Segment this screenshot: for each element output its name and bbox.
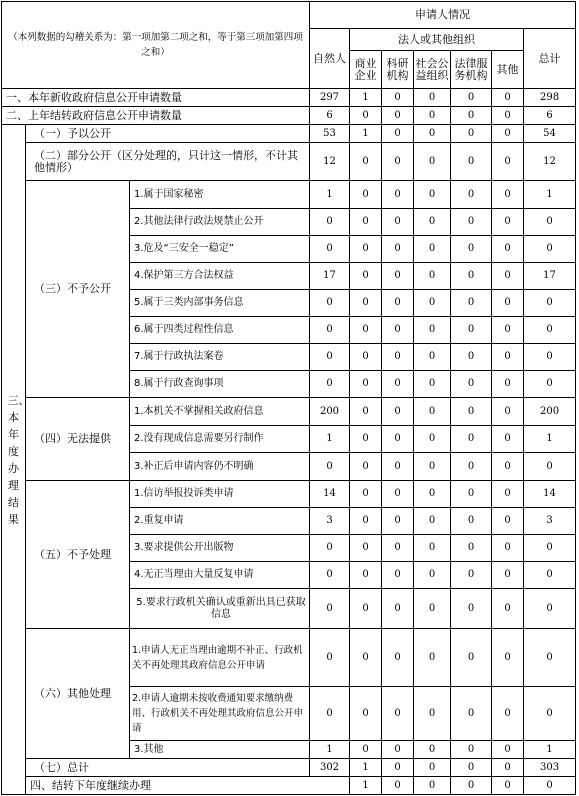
cell-value: 0 — [524, 687, 576, 741]
cell-value: 0 — [414, 344, 451, 371]
cell-value: 0 — [350, 107, 382, 125]
row-label: 1.本机关不掌握相关政府信息 — [130, 398, 310, 426]
cell-value: 0 — [451, 209, 492, 236]
cell-value: 0 — [451, 453, 492, 481]
cell-value: 0 — [414, 181, 451, 209]
cell-value: 0 — [350, 209, 382, 236]
cell-value: 0 — [451, 562, 492, 589]
cell-value: 1 — [310, 426, 350, 453]
header-total: 总计 — [524, 29, 576, 89]
cell-value: 0 — [310, 535, 350, 562]
cell-value: 0 — [524, 209, 576, 236]
row-label: 4.保护第三方合法权益 — [130, 263, 310, 290]
row-label: 2.重复申请 — [130, 508, 310, 535]
cell-value: 0 — [524, 290, 576, 317]
cell-value: 0 — [382, 181, 414, 209]
cell-value: 0 — [382, 371, 414, 398]
cell-value: 200 — [524, 398, 576, 426]
cell-value: 0 — [382, 508, 414, 535]
cell-value: 0 — [524, 453, 576, 481]
cell-value: 0 — [414, 629, 451, 687]
cell-value: 0 — [492, 481, 524, 508]
table-row — [2, 107, 576, 125]
cell-value: 0 — [414, 236, 451, 263]
cell-value: 6 — [524, 107, 576, 125]
cell-value: 0 — [350, 263, 382, 290]
cell-value: 297 — [310, 89, 350, 107]
cell-value: 0 — [382, 535, 414, 562]
cell-value: 0 — [310, 344, 350, 371]
cell-value: 0 — [382, 143, 414, 181]
header-applicant-situation: 申请人情况 — [310, 2, 576, 29]
row-label: 二、上年结转政府信息公开申请数量 — [2, 107, 310, 125]
row-label: 8.属于行政查询事项 — [130, 371, 310, 398]
cell-value: 0 — [492, 143, 524, 181]
cell-value: 0 — [350, 371, 382, 398]
row-label: 1.申请人无正当理由逾期不补正、行政机关不再处理其政府信息公开申请 — [130, 629, 310, 687]
table-row — [2, 125, 576, 143]
cell-value: 0 — [414, 535, 451, 562]
row-label: （七）总计 — [26, 759, 310, 777]
row-label: （一）予以公开 — [26, 125, 310, 143]
cell-value: 0 — [524, 317, 576, 344]
cell-value: 0 — [350, 589, 382, 629]
cell-value: 0 — [382, 741, 414, 759]
table-row — [2, 481, 576, 508]
cell-value: 0 — [451, 344, 492, 371]
cell-value: 0 — [451, 125, 492, 143]
cell-value: 0 — [414, 209, 451, 236]
cell-value: 0 — [382, 481, 414, 508]
cell-value: 0 — [414, 777, 451, 795]
cell-value: 0 — [414, 481, 451, 508]
cell-value: 0 — [350, 453, 382, 481]
cell-value: 0 — [451, 426, 492, 453]
cell-value: 0 — [382, 317, 414, 344]
cell-value: 0 — [451, 290, 492, 317]
cell-value: 0 — [310, 629, 350, 687]
cell-value: 0 — [414, 453, 451, 481]
cell-value: 0 — [451, 317, 492, 344]
cell-value: 0 — [414, 508, 451, 535]
cell-value: 0 — [451, 371, 492, 398]
cell-value: 0 — [451, 89, 492, 107]
cell-value: 0 — [382, 589, 414, 629]
header-note: （本列数据的勾稽关系为：第一项加第二项之和，等于第三项加第四项之和） — [2, 2, 310, 89]
cell-value: 0 — [414, 687, 451, 741]
cell-value: 0 — [451, 741, 492, 759]
cell-value: 0 — [492, 426, 524, 453]
cell-value: 1 — [350, 89, 382, 107]
cell-value: 0 — [492, 562, 524, 589]
cell-value: 0 — [492, 107, 524, 125]
cell-value: 0 — [382, 398, 414, 426]
cell-value: 0 — [310, 236, 350, 263]
cell-value: 0 — [382, 629, 414, 687]
cell-value: 0 — [382, 263, 414, 290]
cell-value: 0 — [492, 589, 524, 629]
cell-value: 302 — [310, 759, 350, 777]
header-social-welfare: 社会公益组织 — [414, 51, 451, 89]
cell-value: 0 — [524, 535, 576, 562]
cell-value: 0 — [492, 89, 524, 107]
cell-value: 0 — [414, 263, 451, 290]
cell-value: 0 — [492, 535, 524, 562]
cell-value: 0 — [310, 453, 350, 481]
cell-value: 0 — [310, 371, 350, 398]
cell-value: 0 — [382, 562, 414, 589]
cell-value: 0 — [451, 263, 492, 290]
row-label: 3.危及“三安全一稳定” — [130, 236, 310, 263]
cell-value: 0 — [382, 290, 414, 317]
cell-value: 0 — [451, 777, 492, 795]
cell-value: 17 — [310, 263, 350, 290]
row-label: 7.属于行政执法案卷 — [130, 344, 310, 371]
row-label: 3.其他 — [130, 741, 310, 759]
cell-value: 0 — [414, 371, 451, 398]
cell-value: 0 — [310, 589, 350, 629]
cell-value: 0 — [492, 759, 524, 777]
cell-value: 0 — [382, 236, 414, 263]
table-row — [2, 777, 576, 795]
cell-value: 3 — [524, 508, 576, 535]
header-legal-service: 法律服务机构 — [451, 51, 492, 89]
cell-value: 0 — [414, 107, 451, 125]
cell-value: 0 — [492, 181, 524, 209]
cell-value: 0 — [382, 426, 414, 453]
cell-value: 14 — [524, 481, 576, 508]
header-commercial: 商业企业 — [350, 51, 382, 89]
cell-value: 0 — [382, 125, 414, 143]
section3-label: 三、本年度办理结果 — [2, 125, 26, 795]
cell-value: 1 — [350, 759, 382, 777]
cell-value: 0 — [451, 236, 492, 263]
cell-value: 0 — [492, 209, 524, 236]
cell-value: 0 — [350, 236, 382, 263]
cell-value: 0 — [382, 777, 414, 795]
cell-value: 0 — [451, 759, 492, 777]
cell-value: 0 — [414, 589, 451, 629]
cell-value: 0 — [350, 290, 382, 317]
table-row — [2, 143, 576, 181]
cell-value: 0 — [350, 181, 382, 209]
cell-value: 0 — [382, 759, 414, 777]
row-label: 2.申请人逾期未按收费通知要求缴纳费用、行政机关不再处理其政府信息公开申请 — [130, 687, 310, 741]
cell-value: 298 — [524, 89, 576, 107]
info-disclosure-table — [1, 1, 576, 795]
cell-value: 14 — [310, 481, 350, 508]
cell-value: 0 — [350, 687, 382, 741]
cell-value: 0 — [492, 317, 524, 344]
cell-value: 0 — [451, 398, 492, 426]
row-label: 3.补正后申请内容仍不明确 — [130, 453, 310, 481]
table-row — [2, 759, 576, 777]
cell-value: 1 — [310, 181, 350, 209]
row-label: 2.没有现成信息需要另行制作 — [130, 426, 310, 453]
cell-value: 0 — [414, 426, 451, 453]
cell-value: 0 — [492, 453, 524, 481]
header-natural-person: 自然人 — [310, 29, 350, 89]
cell-value: 0 — [451, 629, 492, 687]
group-label: （六）其他处理 — [26, 629, 130, 759]
cell-value: 0 — [492, 741, 524, 759]
cell-value: 1 — [350, 125, 382, 143]
cell-value: 0 — [382, 344, 414, 371]
cell-value: 0 — [414, 398, 451, 426]
cell-value: 0 — [492, 371, 524, 398]
cell-value: 0 — [451, 589, 492, 629]
cell-value: 0 — [414, 125, 451, 143]
cell-value: 200 — [310, 398, 350, 426]
header-other: 其他 — [492, 51, 524, 89]
group-label: （三）不予公开 — [26, 181, 130, 398]
row-label: 1.属于国家秘密 — [130, 181, 310, 209]
cell-value: 0 — [414, 89, 451, 107]
cell-value: 0 — [382, 209, 414, 236]
cell-value: 303 — [524, 759, 576, 777]
cell-value: 53 — [310, 125, 350, 143]
table-row — [2, 629, 576, 687]
row-label: 2.其他法律行政法规禁止公开 — [130, 209, 310, 236]
cell-value: 0 — [350, 317, 382, 344]
cell-value: 0 — [350, 426, 382, 453]
table-row — [2, 181, 576, 209]
cell-value: 0 — [414, 759, 451, 777]
table-row — [2, 89, 576, 107]
cell-value: 0 — [451, 481, 492, 508]
cell-value: 0 — [414, 741, 451, 759]
row-label: 3.要求提供公开出版物 — [130, 535, 310, 562]
cell-value: 0 — [492, 236, 524, 263]
cell-value: 0 — [492, 508, 524, 535]
cell-value: 0 — [350, 481, 382, 508]
cell-value: 0 — [414, 317, 451, 344]
cell-value: 0 — [350, 562, 382, 589]
cell-value: 0 — [350, 398, 382, 426]
header-legal-org: 法人或其他组织 — [350, 29, 524, 51]
cell-value: 0 — [492, 344, 524, 371]
row-label: 6.属于四类过程性信息 — [130, 317, 310, 344]
cell-value: 0 — [524, 236, 576, 263]
cell-value: 0 — [414, 562, 451, 589]
row-label: 四、结转下年度继续办理 — [26, 777, 350, 795]
row-label: （二）部分公开（区分处理的，只计这一情形，不计其他情形） — [26, 143, 310, 181]
cell-value: 0 — [451, 107, 492, 125]
header-research: 科研机构 — [382, 51, 414, 89]
cell-value: 6 — [310, 107, 350, 125]
cell-value: 0 — [524, 344, 576, 371]
cell-value: 0 — [382, 89, 414, 107]
cell-value: 0 — [492, 777, 524, 795]
cell-value: 3 — [310, 508, 350, 535]
cell-value: 0 — [451, 535, 492, 562]
cell-value: 0 — [350, 508, 382, 535]
cell-value: 0 — [350, 143, 382, 181]
cell-value: 12 — [524, 143, 576, 181]
row-label: 4.无正当理由大量反复申请 — [130, 562, 310, 589]
cell-value: 0 — [414, 290, 451, 317]
cell-value: 0 — [350, 535, 382, 562]
cell-value: 0 — [524, 777, 576, 795]
group-label: （四）无法提供 — [26, 398, 130, 481]
cell-value: 0 — [310, 687, 350, 741]
cell-value: 1 — [524, 426, 576, 453]
cell-value: 0 — [451, 687, 492, 741]
cell-value: 0 — [350, 741, 382, 759]
cell-value: 1 — [350, 777, 382, 795]
cell-value: 0 — [310, 209, 350, 236]
cell-value: 54 — [524, 125, 576, 143]
cell-value: 0 — [310, 317, 350, 344]
cell-value: 0 — [524, 589, 576, 629]
cell-value: 0 — [492, 629, 524, 687]
cell-value: 0 — [382, 107, 414, 125]
cell-value: 0 — [451, 181, 492, 209]
cell-value: 0 — [382, 453, 414, 481]
cell-value: 0 — [310, 290, 350, 317]
cell-value: 0 — [492, 263, 524, 290]
cell-value: 1 — [524, 741, 576, 759]
cell-value: 12 — [310, 143, 350, 181]
cell-value: 1 — [310, 741, 350, 759]
row-label: 一、本年新收政府信息公开申请数量 — [2, 89, 310, 107]
table-row — [2, 398, 576, 426]
row-label: 5.属于三类内部事务信息 — [130, 290, 310, 317]
cell-value: 0 — [451, 508, 492, 535]
cell-value: 0 — [350, 344, 382, 371]
group-label: （五）不予处理 — [26, 481, 130, 629]
cell-value: 0 — [382, 687, 414, 741]
cell-value: 0 — [524, 629, 576, 687]
cell-value: 17 — [524, 263, 576, 290]
cell-value: 0 — [524, 562, 576, 589]
cell-value: 1 — [524, 181, 576, 209]
cell-value: 0 — [350, 629, 382, 687]
cell-value: 0 — [492, 687, 524, 741]
cell-value: 0 — [414, 143, 451, 181]
cell-value: 0 — [492, 398, 524, 426]
cell-value: 0 — [492, 290, 524, 317]
cell-value: 0 — [492, 125, 524, 143]
cell-value: 0 — [310, 562, 350, 589]
row-label: 1.信访举报投诉类申请 — [130, 481, 310, 508]
cell-value: 0 — [451, 143, 492, 181]
cell-value: 0 — [524, 371, 576, 398]
row-label: 5.要求行政机关确认或重新出具已获取信息 — [130, 589, 310, 629]
